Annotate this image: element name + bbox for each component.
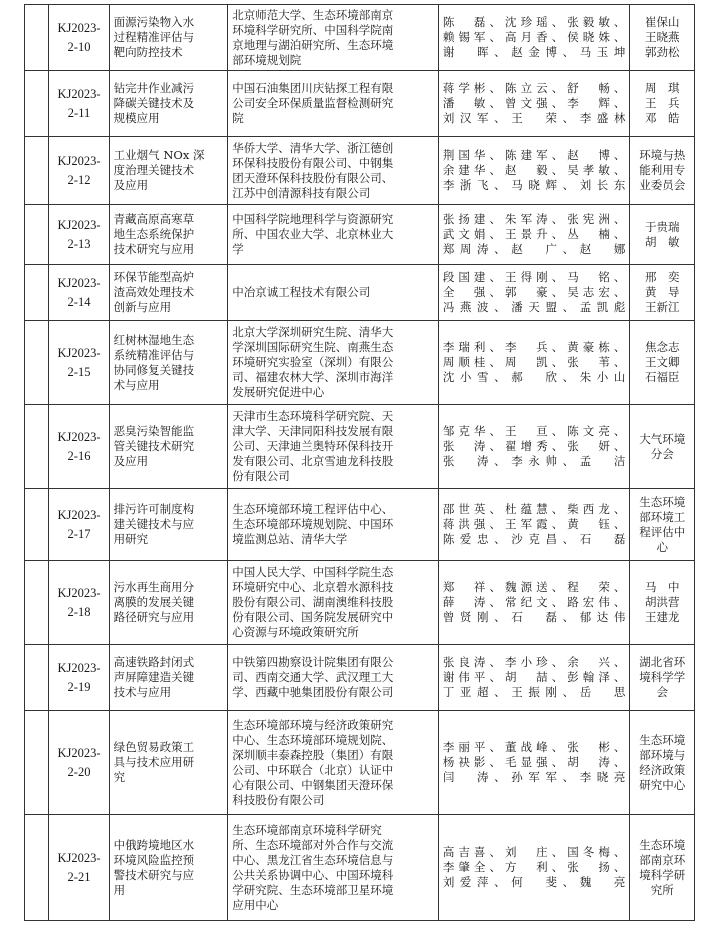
completing-people-line: 刘汉军、王 荣、李盛林: [442, 111, 626, 125]
project-name-line: 术与应用: [113, 377, 160, 392]
recommender-cell: [630, 561, 695, 645]
project-name-line: 建关键技术与应: [113, 517, 195, 531]
completing-people-line: 李瑞利、李 兵、黄豪栋、: [442, 340, 626, 354]
recommender-line: 焦念志: [644, 340, 680, 354]
completing-units-line: 学深圳国际研究生院、南燕生态: [232, 340, 394, 354]
completing-people-line: 荆国华、陈建军、赵 博、: [442, 148, 626, 162]
project-name-line: 管关键技术研究: [113, 439, 195, 453]
completing-units-line: 学、西藏中驰集团股份有限公司: [232, 685, 394, 699]
recommender-line: 程评估中: [639, 524, 686, 539]
project-name-line: 面源污染物入水: [113, 15, 195, 29]
project-name-line: 恶臭污染智能监: [113, 424, 195, 438]
project-name-cell: [109, 265, 228, 321]
recommender-line: 生态环境: [639, 494, 686, 509]
recommender-line: 于贵瑞: [644, 219, 680, 234]
completing-units-line: 公司、中环联合（北京）认证中: [232, 762, 394, 777]
table-row: [25, 5, 695, 71]
project-code-line: 2-14: [67, 294, 91, 309]
completing-people-cell: [438, 321, 630, 405]
table-row: [25, 405, 695, 489]
recommender-cell: [630, 489, 695, 561]
completing-people-line: 郑周涛、赵 广、赵 娜: [442, 242, 626, 256]
completing-units-line: 北京师范大学、生态环境部南京: [232, 7, 394, 22]
index-cell: [25, 815, 49, 921]
table-row: [25, 711, 695, 815]
recommender-line: 王文卿: [644, 355, 680, 369]
completing-people-line: 丁亚超、王振刚、岳 思: [442, 685, 626, 699]
completing-units-line: 发有限公司、北京雪迪龙科技股: [232, 454, 394, 468]
project-name-line: 绿色贸易政策工: [113, 740, 195, 754]
recommender-line: 大气环境: [639, 431, 686, 446]
project-code-line: KJ2023-: [57, 153, 101, 168]
completing-people-cell: [438, 71, 630, 137]
recommender-line: 能利用专: [639, 163, 686, 177]
recommender-line: 郭劲松: [644, 45, 680, 59]
index-cell: [25, 265, 49, 321]
project-name-cell: [109, 489, 228, 561]
project-name-line: 度治理关键技术: [113, 163, 195, 177]
completing-units-line: 院: [232, 111, 244, 125]
completing-people-line: 潘 敏、曾文强、李 辉、: [442, 96, 626, 110]
completing-units-line: 司、福建农林大学、深圳市海洋: [232, 370, 394, 384]
award-table-body: [25, 5, 695, 921]
recommender-line: 生态环境: [639, 732, 686, 747]
completing-people-line: 闫 涛、孙军军、李晓亮: [442, 770, 626, 784]
index-cell: [25, 711, 49, 815]
recommender-cell: [630, 71, 695, 137]
index-cell: [25, 561, 49, 645]
completing-people-line: 余建华、赵 毅、吴孝敏、: [442, 163, 626, 177]
completing-units-line: 公司安全环保质量监督检测研究: [232, 96, 394, 110]
completing-units-cell: [228, 5, 439, 71]
recommender-line: 周 琪: [644, 81, 680, 95]
completing-units-cell: [228, 815, 439, 921]
project-name-line: 用: [113, 882, 126, 897]
completing-units-line: 中国人民大学、中国科学院生态: [232, 565, 394, 579]
project-code-cell: [49, 265, 109, 321]
recommender-line: 究所: [650, 882, 674, 897]
completing-units-line: 中国科学院地理科学与资源研究: [232, 212, 394, 226]
completing-people-line: 张 涛、翟增秀、张 妍、: [442, 439, 626, 453]
completing-people-cell: [438, 561, 630, 645]
project-name-line: 规模应用: [113, 111, 160, 125]
completing-units-line: 应用中心: [232, 897, 279, 912]
completing-units-line: 中国石油集团川庆钻探工程有限: [232, 81, 394, 95]
recommender-line: 境科学学: [639, 670, 686, 684]
completing-units-line: 所、中国农业大学、北京林业大: [232, 227, 394, 241]
completing-people-cell: [438, 815, 630, 921]
completing-units-line: 股份有限公司、湖南澳维科技股: [232, 595, 394, 609]
recommender-line: 王晓燕: [644, 30, 680, 44]
project-name-line: 及应用: [113, 178, 149, 192]
completing-people-line: 张良涛、李小珍、余 兴、: [442, 655, 626, 669]
project-code-line: 2-13: [67, 236, 91, 251]
completing-units-line: 境监测总站、清华大学: [232, 532, 348, 546]
recommender-line: 崔保山: [644, 15, 680, 29]
project-code-line: 2-19: [67, 679, 91, 694]
recommender-line: 胡 敏: [644, 234, 680, 249]
project-name-line: 警技术研究与应: [113, 867, 195, 882]
completing-people-line: 张 涛、李永帅、孟 洁: [442, 454, 626, 468]
project-name-line: 钻完井作业减污: [113, 81, 195, 95]
project-code-cell: [49, 71, 109, 137]
completing-people-line: 谢伟平、胡 喆、彭翰泽、: [442, 670, 626, 684]
completing-units-line: 中心、生态环境部环境规划院、: [232, 732, 394, 747]
completing-people-line: 沈小雪、郝 欣、朱小山: [442, 370, 626, 384]
completing-units-line: 学: [232, 242, 244, 256]
project-code-line: KJ2023-: [57, 429, 101, 444]
project-code-cell: [49, 405, 109, 489]
table-row: [25, 71, 695, 137]
recommender-line: 部环境与: [639, 747, 686, 762]
recommender-line: 部环境工: [639, 509, 686, 524]
completing-units-line: 江苏中创清源科技有限公司: [232, 185, 371, 200]
index-cell: [25, 5, 49, 71]
completing-units-cell: [228, 405, 439, 489]
completing-units-line: 生态环境部南京环境科学研究: [232, 822, 382, 837]
project-code-cell: [49, 205, 109, 265]
completing-people-cell: [438, 645, 630, 711]
completing-units-line: 北京大学深圳研究生院、清华大: [232, 325, 394, 339]
completing-units-line: 津大学、天津同阳科技发展有限: [232, 424, 394, 438]
completing-units-line: 中铁第四勘察设计院集团有限公: [232, 655, 394, 669]
completing-people-line: 李浙飞、马晓辉、刘长东: [442, 178, 626, 192]
completing-units-line: 环保科技股份有限公司、中钢集: [232, 155, 394, 170]
project-name-line: 环境风险监控预: [113, 852, 195, 867]
completing-people-line: 全 强、郭 豪、吴志宏、: [442, 285, 626, 299]
completing-units-line: 科技股份有限公司: [232, 792, 325, 807]
project-name-line: 离膜的发展关键: [113, 595, 195, 609]
project-name-line: 声屏障建造关键: [113, 670, 195, 684]
project-code-cell: [49, 137, 109, 205]
recommender-line: 湖北省环: [639, 655, 686, 669]
table-row: [25, 137, 695, 205]
completing-people-line: 李丽平、董战峰、张 彬、: [442, 740, 626, 754]
table-row: [25, 489, 695, 561]
project-code-line: 2-18: [67, 604, 91, 619]
completing-units-line: 公共关系协调中心、中国环境科: [232, 867, 394, 882]
completing-units-line: 学研究院、生态环境部卫星环境: [232, 882, 394, 897]
table-row: [25, 205, 695, 265]
recommender-cell: [630, 815, 695, 921]
table-row: [25, 265, 695, 321]
project-name-cell: [109, 711, 228, 815]
recommender-line: 邓 皓: [644, 111, 680, 125]
recommender-line: 分会: [650, 446, 674, 461]
completing-people-line: 段国建、王得刚、马 铭、: [442, 270, 626, 284]
completing-people-cell: [438, 137, 630, 205]
completing-units-line: 生态环境部环境工程评估中心、: [232, 502, 394, 516]
completing-units-line: 发展研究促进中心: [232, 385, 325, 399]
completing-units-line: 生态环境部环境与经济政策研究: [232, 717, 394, 732]
completing-people-line: 高吉喜、刘 庄、国冬梅、: [442, 845, 626, 859]
completing-units-cell: [228, 321, 439, 405]
index-cell: [25, 405, 49, 489]
recommender-line: 胡洪营: [644, 595, 680, 609]
completing-units-line: 公司、天津迪兰奥特环保科技开: [232, 439, 394, 453]
project-name-line: 技术与应用: [113, 685, 172, 699]
completing-units-line: 部环境规划院: [232, 52, 302, 67]
index-cell: [25, 71, 49, 137]
recommender-cell: [630, 645, 695, 711]
completing-people-line: 刘爱萍、何 斐、魏 亮: [442, 875, 626, 889]
completing-units-line: 天津市生态环境科学研究院、天: [232, 409, 394, 423]
project-code-cell: [49, 489, 109, 561]
project-code-line: KJ2023-: [57, 20, 101, 35]
award-table: [24, 4, 695, 921]
index-cell: [25, 321, 49, 405]
recommender-line: 生态环境: [639, 837, 686, 852]
completing-units-line: 司、西南交通大学、武汉理工大: [232, 670, 394, 684]
recommender-line: 王建龙: [644, 610, 680, 624]
project-name-cell: [109, 321, 228, 405]
completing-people-line: 邵世英、杜蕴慧、柴西龙、: [442, 502, 626, 516]
project-code-cell: [49, 561, 109, 645]
project-name-line: 排污许可制度构: [113, 502, 195, 516]
completing-people-cell: [438, 711, 630, 815]
project-code-line: KJ2023-: [57, 86, 101, 101]
index-cell: [25, 205, 49, 265]
project-code-cell: [49, 5, 109, 71]
project-name-line: 工业烟气 NOx 深: [113, 148, 205, 162]
completing-people-line: 曾贤刚、石 磊、郁达伟: [442, 610, 626, 624]
completing-units-cell: [228, 265, 439, 321]
completing-people-line: 邹克华、王 亘、陈文亮、: [442, 424, 626, 438]
project-code-cell: [49, 711, 109, 815]
project-name-line: 具与技术应用研: [113, 755, 195, 769]
project-code-line: 2-11: [67, 105, 91, 120]
project-name-cell: [109, 405, 228, 489]
index-cell: [25, 645, 49, 711]
project-name-line: 渣高效处理技术: [113, 285, 195, 299]
project-name-line: 中俄跨境地区水: [113, 837, 195, 852]
completing-people-line: 武文娟、王景升、丛 楠、: [442, 227, 626, 241]
completing-units-line: 所、生态环境部对外合作与交流: [232, 837, 394, 852]
project-code-line: 2-17: [67, 526, 91, 541]
recommender-line: 王新江: [644, 300, 680, 314]
project-name-line: 用研究: [113, 532, 149, 546]
project-code-line: KJ2023-: [57, 660, 101, 675]
project-code-line: 2-12: [67, 172, 91, 187]
completing-people-line: 陈爱忠、沙克昌、石 磊: [442, 532, 626, 546]
recommender-line: 石福臣: [644, 370, 680, 384]
completing-units-line: 份有限公司: [232, 469, 290, 483]
project-name-line: 系统精准评估与: [113, 347, 195, 362]
completing-units-cell: [228, 71, 439, 137]
completing-people-line: 李肇全、方 利、张 扬、: [442, 860, 626, 874]
project-name-line: 红树林湿地生态: [113, 332, 195, 347]
index-cell: [25, 489, 49, 561]
project-name-cell: [109, 645, 228, 711]
project-name-line: 技术研究与应用: [113, 242, 195, 256]
completing-people-cell: [438, 5, 630, 71]
completing-units-cell: [228, 489, 439, 561]
recommender-cell: [630, 137, 695, 205]
completing-people-line: 张扬建、朱军涛、张宪洲、: [442, 212, 626, 226]
project-code-line: KJ2023-: [57, 745, 101, 760]
completing-units-line: 心有限公司、中钢集团天澄环保: [232, 777, 394, 792]
completing-people-line: 谢 晖、赵金博、马玉坤: [442, 45, 626, 59]
project-code-cell: [49, 321, 109, 405]
project-name-line: 究: [113, 770, 126, 784]
project-name-line: 路径研究与应用: [113, 610, 195, 624]
project-code-cell: [49, 815, 109, 921]
project-name-line: 降碳关键技术及: [113, 96, 195, 110]
completing-units-line: 环境科学研究所、中国科学院南: [232, 22, 394, 37]
recommender-line: 黄 导: [644, 285, 680, 299]
index-cell: [25, 137, 49, 205]
recommender-line: 心: [656, 539, 668, 554]
project-name-line: 青藏高原高寒草: [113, 212, 195, 226]
completing-units-cell: [228, 137, 439, 205]
table-row: [25, 321, 695, 405]
project-name-line: 及应用: [113, 454, 149, 468]
completing-units-cell: [228, 711, 439, 815]
project-name-cell: [109, 71, 228, 137]
recommender-line: 经济政策: [639, 762, 686, 777]
completing-people-cell: [438, 265, 630, 321]
completing-units-line: 华侨大学、清华大学、浙江德创: [232, 140, 394, 155]
completing-people-cell: [438, 405, 630, 489]
project-name-line: 创新与应用: [113, 300, 172, 314]
completing-people-line: 蒋学彬、陈立云、舒 畅、: [442, 81, 626, 95]
completing-units-line: 生态环境部环境规划院、中国环: [232, 517, 394, 531]
project-code-cell: [49, 645, 109, 711]
completing-people-line: 赖锡军、高月香、侯晓姝、: [442, 30, 626, 44]
table-row: [25, 645, 695, 711]
recommender-cell: [630, 265, 695, 321]
completing-people-line: 陈 磊、沈珍瑶、张毅敏、: [442, 15, 626, 29]
completing-people-line: 冯燕波、潘天盟、孟凯彪: [442, 300, 626, 314]
recommender-line: 马 中: [644, 580, 680, 594]
completing-units-line: 中心、黑龙江省生态环境信息与: [232, 852, 394, 867]
completing-units-cell: [228, 561, 439, 645]
completing-units-cell: [228, 205, 439, 265]
recommender-line: 部南京环: [639, 852, 686, 867]
completing-people-cell: [438, 489, 630, 561]
completing-people-line: 杨袂影、毛显强、胡 涛、: [442, 755, 626, 769]
completing-units-line: 京地理与湖泊研究所、生态环境: [232, 37, 394, 52]
completing-units-line: 中冶京诚工程技术有限公司: [232, 285, 371, 299]
recommender-line: 会: [656, 685, 668, 699]
project-name-line: 靶向防控技术: [113, 45, 183, 59]
completing-units-line: 深圳顺丰泰森控股（集团）有限: [232, 747, 394, 762]
completing-units-line: 环境研究实验室（深圳）有限公: [232, 355, 394, 369]
project-name-cell: [109, 815, 228, 921]
recommender-line: 业委员会: [639, 178, 686, 192]
completing-people-line: 周顺桂、周 凯、张 苇、: [442, 355, 626, 369]
completing-units-line: 环境研究中心、北京碧水源科技: [232, 580, 394, 594]
project-code-line: KJ2023-: [57, 345, 101, 360]
project-code-line: 2-10: [67, 39, 91, 54]
completing-people-cell: [438, 205, 630, 265]
table-row: [25, 815, 695, 921]
recommender-line: 研究中心: [639, 777, 686, 792]
project-name-cell: [109, 205, 228, 265]
completing-people-line: 郑 祥、魏源送、程 荣、: [442, 580, 626, 594]
recommender-cell: [630, 5, 695, 71]
recommender-cell: [630, 321, 695, 405]
project-code-line: 2-15: [67, 364, 91, 379]
project-code-line: 2-16: [67, 448, 91, 463]
recommender-line: 境科学研: [639, 867, 686, 882]
project-name-cell: [109, 137, 228, 205]
completing-people-line: 薛 涛、常纪文、路宏伟、: [442, 595, 626, 609]
recommender-cell: [630, 405, 695, 489]
project-name-line: 地生态系统保护: [113, 227, 195, 241]
project-code-line: KJ2023-: [57, 275, 101, 290]
recommender-line: 环境与热: [639, 148, 686, 162]
project-name-line: 高速铁路封闭式: [113, 655, 195, 669]
project-name-cell: [109, 5, 228, 71]
completing-people-line: 蒋洪强、王军霞、黄 钰、: [442, 517, 626, 531]
completing-units-line: 份有限公司、国务院发展研究中: [232, 610, 394, 624]
recommender-cell: [630, 205, 695, 265]
project-name-cell: [109, 561, 228, 645]
project-code-line: KJ2023-: [57, 217, 101, 232]
project-code-line: KJ2023-: [57, 507, 101, 522]
project-code-line: 2-21: [67, 869, 91, 884]
recommender-cell: [630, 711, 695, 815]
project-code-line: 2-20: [67, 764, 91, 779]
project-code-line: KJ2023-: [57, 850, 101, 865]
completing-units-cell: [228, 645, 439, 711]
project-name-line: 协同修复关键技: [113, 362, 195, 377]
completing-units-line: 团天澄环保科技股份有限公司、: [232, 170, 394, 185]
completing-units-line: 心资源与环境政策研究所: [232, 625, 359, 639]
project-name-line: 污水再生商用分: [113, 580, 195, 594]
recommender-line: 王 兵: [644, 96, 680, 110]
recommender-line: 邢 奕: [644, 270, 680, 284]
table-row: [25, 561, 695, 645]
project-name-line: 环保节能型高炉: [113, 270, 195, 284]
project-code-line: KJ2023-: [57, 585, 101, 600]
project-name-line: 过程精准评估与: [113, 30, 195, 44]
